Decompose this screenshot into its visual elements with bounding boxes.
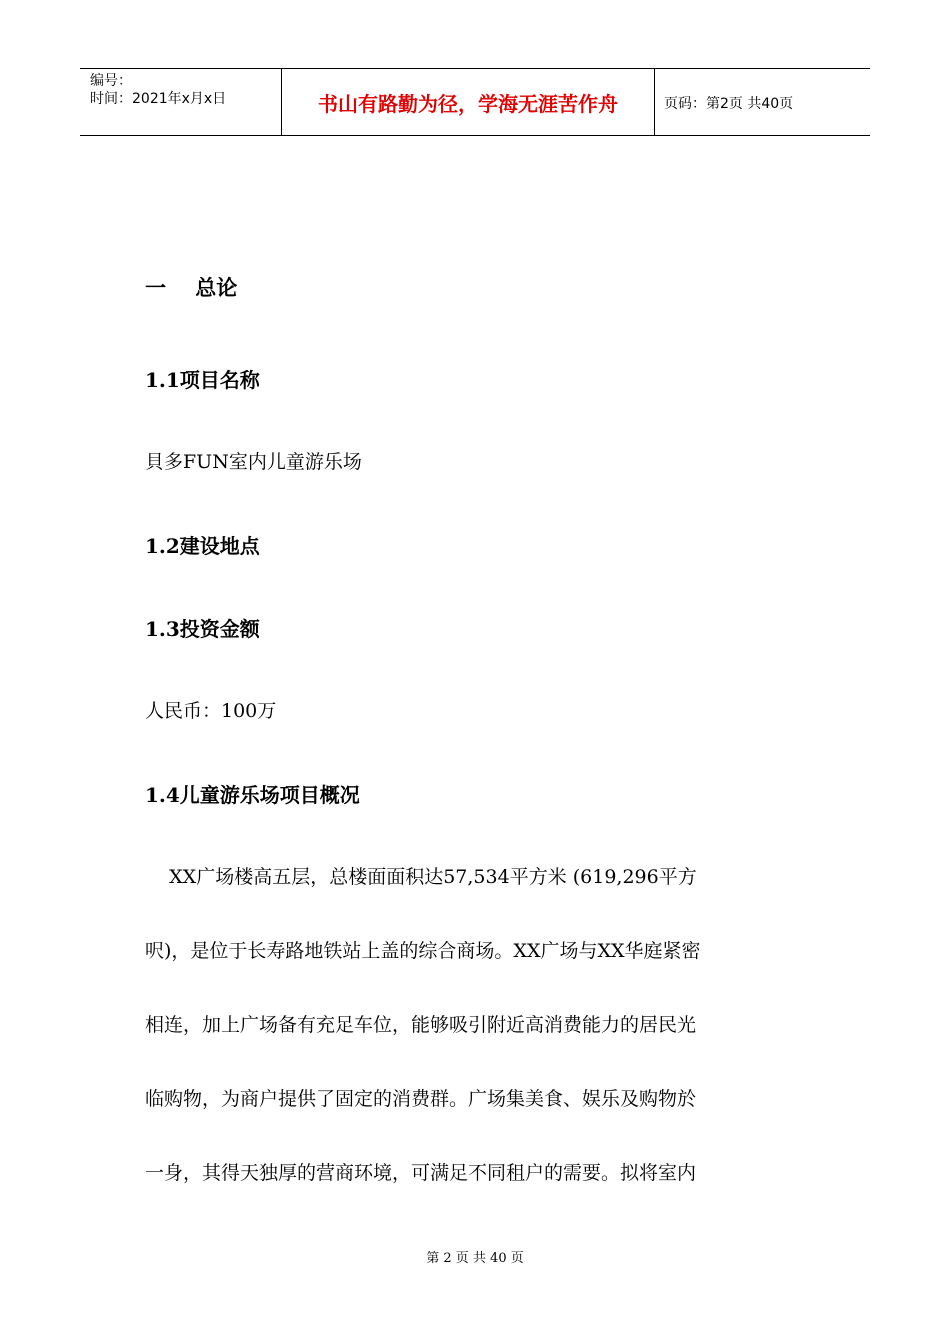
paragraph-line: XX广场楼高五层，总楼面面积达57,534平方米 (619,296平方 [145, 866, 697, 888]
section-heading-1-2: 1.2建设地点 [145, 534, 260, 558]
header-time-label: 时间：2021年x月x日 [90, 91, 227, 107]
header-page-info: 页码：第2页 共40页 [664, 96, 794, 112]
header-motto: 书山有路勤为径，学海无涯苦作舟 [318, 91, 618, 116]
chapter-title: 一 总论 [145, 275, 238, 300]
paragraph-line: 临购物，为商户提供了固定的消费群。广场集美食、娱乐及购物於 [145, 1088, 697, 1110]
section-heading-1-1: 1.1项目名称 [145, 368, 260, 392]
header-meta [90, 72, 226, 108]
page-footer: 第 2 页 共 40 页 [426, 1251, 524, 1266]
section-heading-1-3: 1.3投资金额 [145, 617, 260, 641]
page-header [80, 68, 870, 136]
paragraph-line: 相连，加上广场备有充足车位，能够吸引附近高消费能力的居民光 [145, 1014, 697, 1036]
section-body-1-1: 貝多FUN室内儿童游乐场 [145, 451, 362, 473]
header-divider [654, 69, 655, 135]
paragraph-line: 呎)，是位于长寿路地铁站上盖的综合商场。XX广场与XX华庭紧密 [145, 940, 701, 962]
header-number-label: 编号： [90, 73, 132, 89]
section-heading-1-4: 1.4儿童游乐场项目概况 [145, 783, 360, 807]
paragraph-line: 一身，其得天独厚的营商环境，可满足不同租户的需要。拟将室内 [145, 1162, 697, 1184]
section-body-1-3: 人民币：100万 [145, 700, 277, 722]
